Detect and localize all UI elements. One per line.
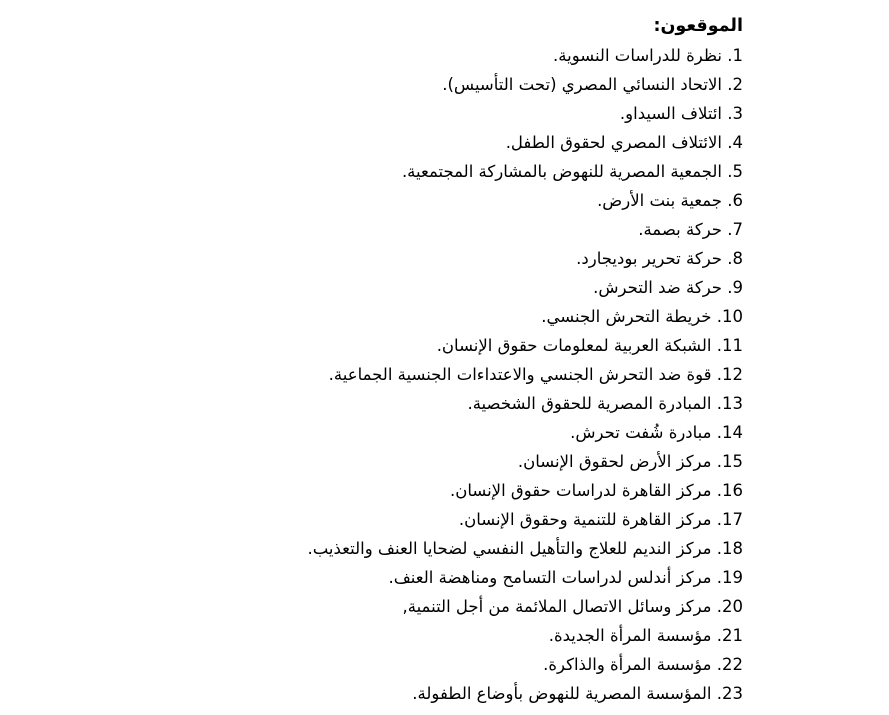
signatory-item: 12. قوة ضد التحرش الجنسي والاعتداءات الجنسية الجماعية.	[328, 365, 743, 384]
signatory-item: 17. مركز القاهرة للتنمية وحقوق الإنسان.	[458, 510, 743, 529]
signatory-item: 16. مركز القاهرة لدراسات حقوق الإنسان.	[449, 481, 743, 500]
signatory-item: 4. الائتلاف المصري لحقوق الطفل.	[505, 133, 743, 152]
signatory-item: 10. خريطة التحرش الجنسي.	[541, 307, 743, 326]
signatory-item: 19. مركز أندلس لدراسات التسامح ومناهضة العنف.	[388, 568, 743, 587]
signatory-item: 3. ائتلاف السيداو.	[619, 104, 743, 123]
signatory-item: 21. مؤسسة المرأة الجديدة.	[548, 626, 743, 645]
signatory-item: 1. نظرة للدراسات النسوية.	[553, 46, 743, 65]
signatory-item: 20. مركز وسائل الاتصال الملائمة من أجل التنمية,	[402, 597, 743, 616]
signatory-item: 13. المبادرة المصرية للحقوق الشخصية.	[467, 394, 743, 413]
signatory-item: 14. مبادرة شُفت تحرش.	[570, 423, 743, 442]
signatory-item: 22. مؤسسة المرأة والذاكرة.	[543, 655, 743, 674]
signatory-item: 8. حركة تحرير بوديجارد.	[576, 249, 743, 268]
signatory-item: 18. مركز النديم للعلاج والتأهيل النفسي لضحايا العنف والتعذيب.	[307, 539, 743, 558]
signatory-item: 9. حركة ضد التحرش.	[593, 278, 743, 297]
signatories-heading: الموقعون:	[653, 16, 743, 36]
signatory-item: 23. المؤسسة المصرية للنهوض بأوضاع الطفولة.	[412, 684, 743, 703]
signatory-item: 7. حركة بصمة.	[638, 220, 743, 239]
signatory-item: 11. الشبكة العربية لمعلومات حقوق الإنسان.	[436, 336, 743, 355]
signatory-item: 6. جمعية بنت الأرض.	[597, 191, 743, 210]
signatory-item: 2. الاتحاد النسائي المصري (تحت التأسيس).	[442, 75, 743, 94]
signatory-item: 5. الجمعية المصرية للنهوض بالمشاركة المجتمعية.	[401, 162, 743, 181]
signatory-item: 15. مركز الأرض لحقوق الإنسان.	[517, 452, 743, 471]
signatories-list	[30, 41, 743, 708]
